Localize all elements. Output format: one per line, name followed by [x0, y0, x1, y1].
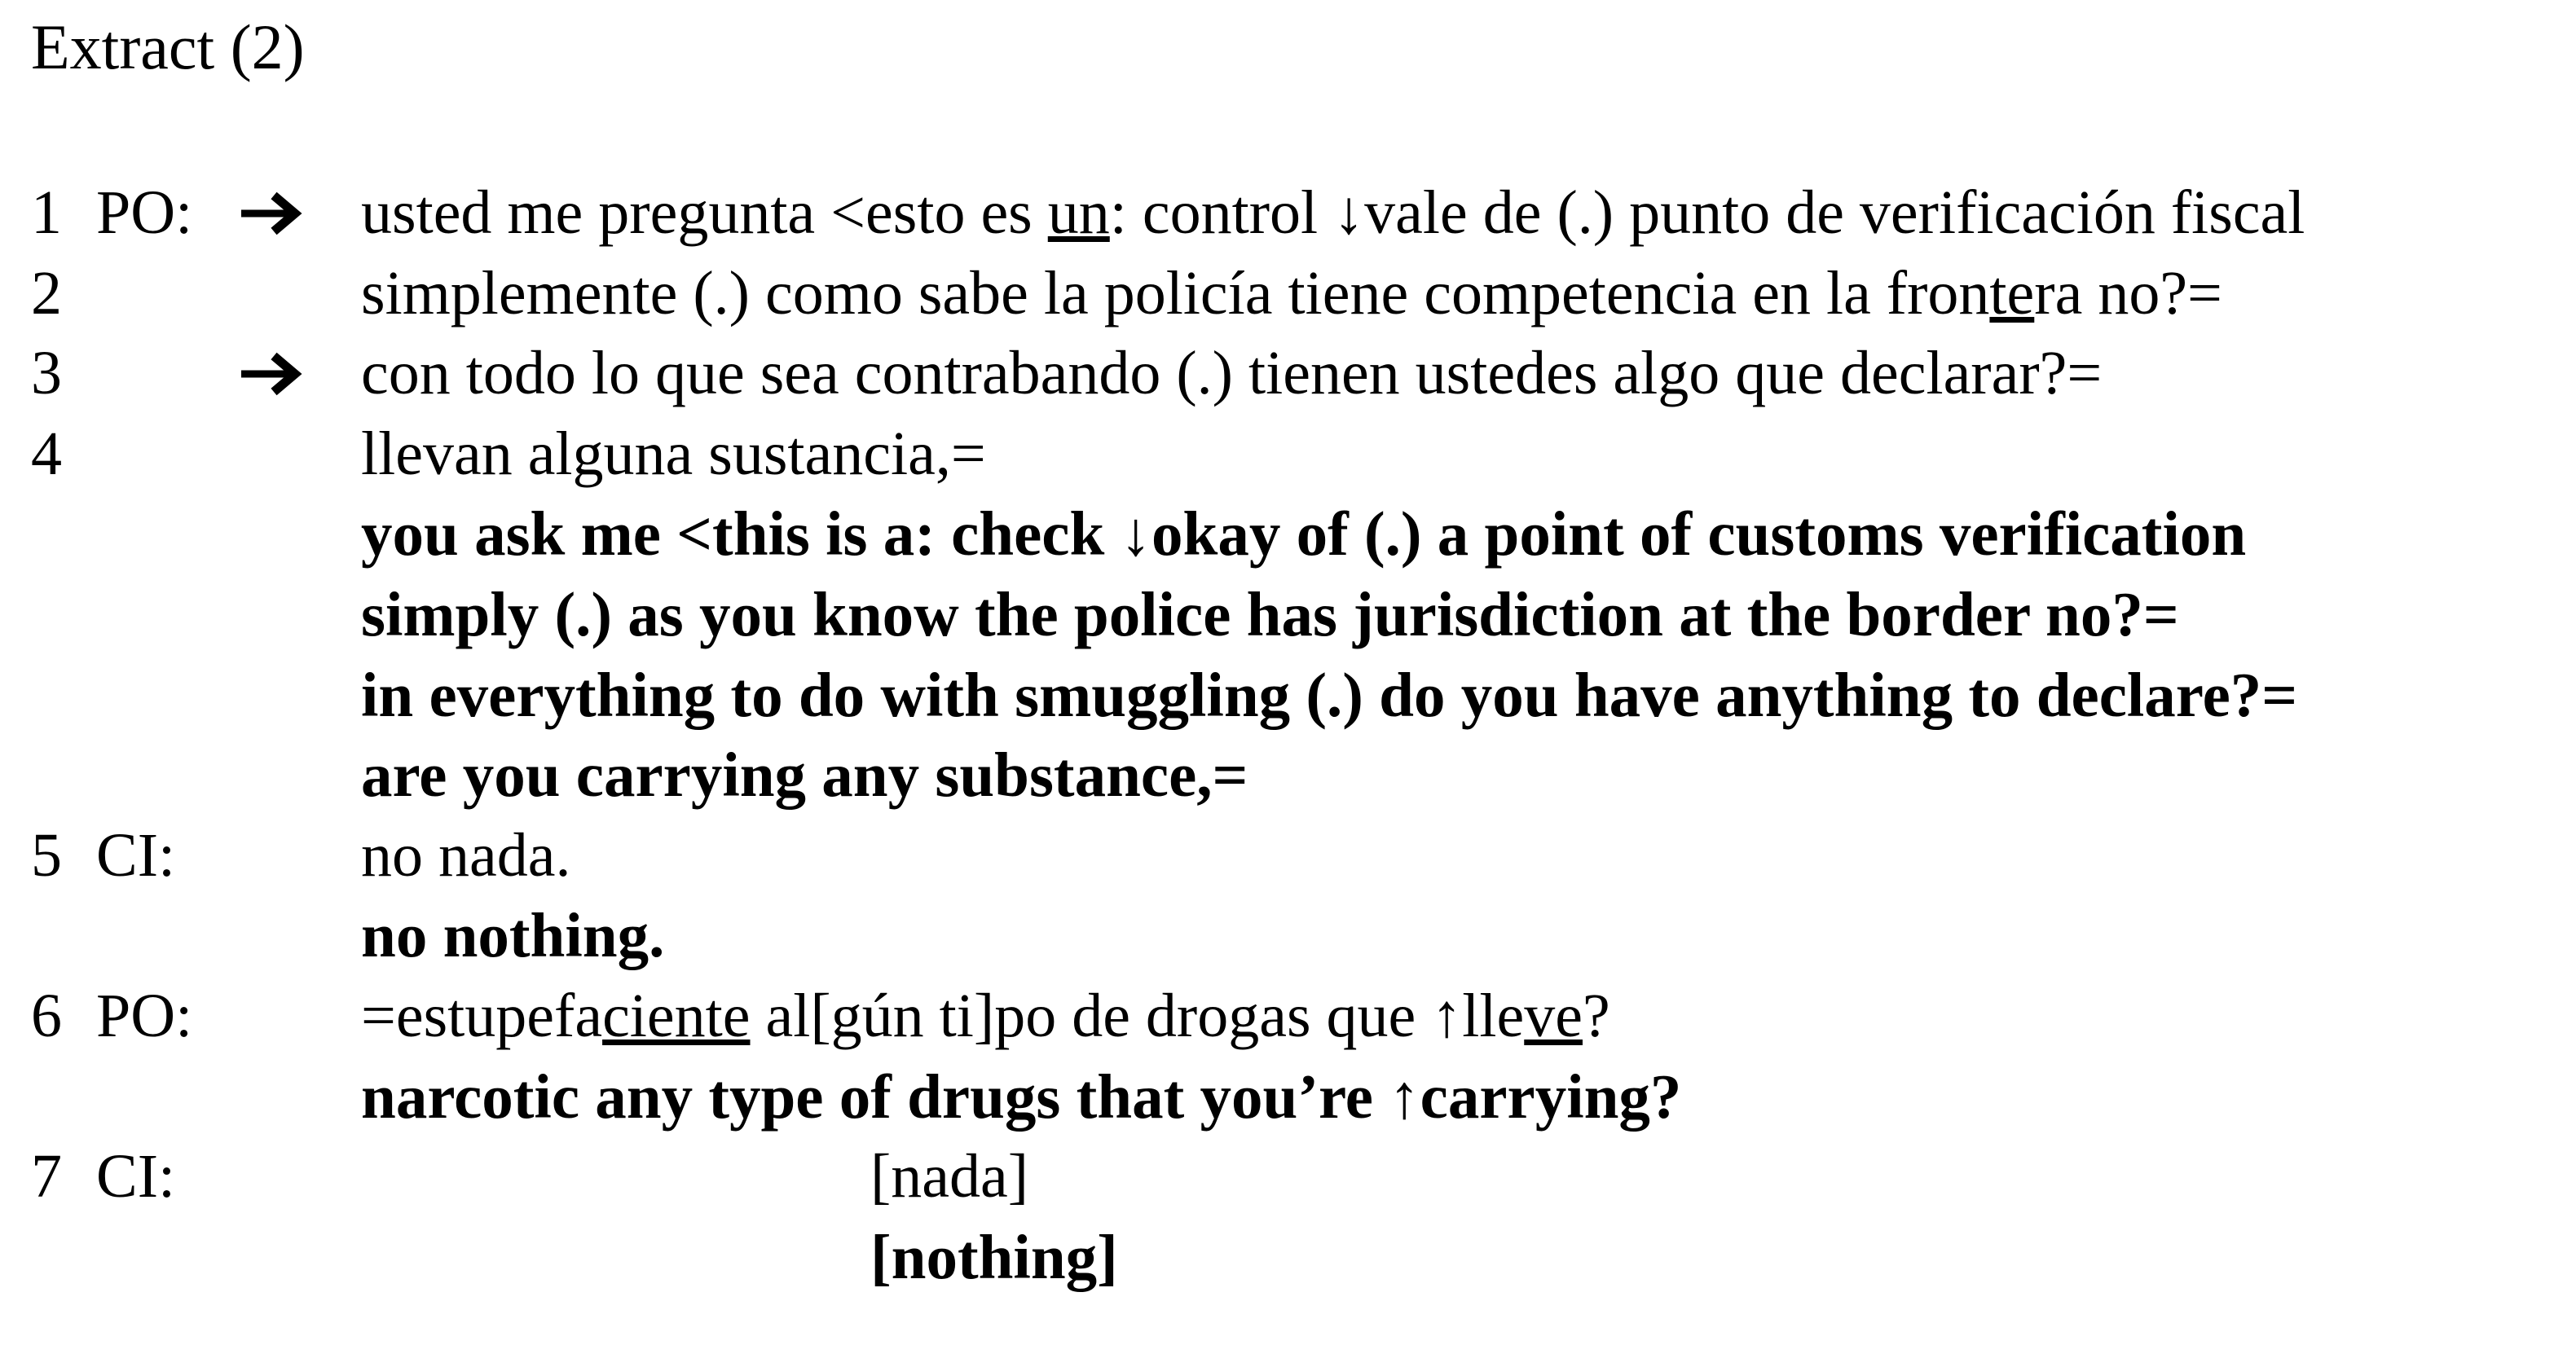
transcript-line — [0, 1057, 2576, 1137]
transcript-line — [0, 333, 2576, 414]
line-number: 6 — [31, 981, 62, 1050]
stressed-segment: te — [1989, 258, 2035, 327]
text-segment: narcotic any type of drugs that you’re ↑carrying? — [361, 1061, 1682, 1132]
transcript-line — [0, 976, 2576, 1057]
line-number: 4 — [31, 419, 62, 488]
text-segment: usted me pregunta <esto es — [361, 178, 1048, 247]
line-number: 3 — [31, 339, 62, 408]
utterance-text — [361, 173, 2305, 253]
arrow-right-icon — [238, 173, 306, 253]
translation-text — [361, 574, 2179, 655]
text-segment: ? — [1582, 981, 1610, 1050]
text-segment: ra no?= — [2034, 258, 2222, 327]
utterance-text — [361, 253, 2222, 334]
text-segment: al[gún ti]po de drogas que ↑lle — [750, 981, 1525, 1050]
translation-text — [870, 1217, 1118, 1298]
transcript-line — [0, 815, 2576, 896]
utterance-text — [361, 815, 570, 896]
stressed-segment: un — [1047, 178, 1110, 247]
arrow-right-icon — [238, 333, 306, 414]
text-segment: [nothing] — [870, 1221, 1118, 1292]
utterance-text — [361, 333, 2102, 414]
translation-text — [361, 494, 2246, 574]
transcript-line — [0, 1217, 2576, 1298]
transcript-line — [0, 735, 2576, 815]
transcript-line — [0, 253, 2576, 334]
speaker-label: CI: — [96, 820, 176, 890]
text-segment: : control ↓vale de (.) punto de verificación fiscal — [1109, 178, 2305, 247]
translation-text — [361, 1057, 1681, 1137]
utterance-text — [361, 976, 1610, 1057]
line-number: 1 — [31, 178, 62, 247]
transcript — [0, 173, 2576, 1297]
text-segment: in everything to do with smuggling (.) do you have anything to declare?= — [361, 659, 2298, 730]
speaker-label: PO: — [96, 178, 193, 247]
text-segment: are you carrying any substance,= — [361, 740, 1248, 811]
speaker-label: CI: — [96, 1142, 176, 1211]
transcript-line — [0, 895, 2576, 976]
text-segment: no nada. — [361, 820, 571, 890]
text-segment: =estupefa — [361, 981, 603, 1050]
speaker-label: PO: — [96, 981, 193, 1050]
translation-text — [361, 735, 1248, 815]
line-number: 7 — [31, 1142, 62, 1211]
transcript-line — [0, 173, 2576, 253]
transcript-line — [0, 1136, 2576, 1217]
utterance-text — [870, 1136, 1028, 1217]
text-segment: no nothing. — [361, 900, 665, 971]
utterance-text — [361, 414, 986, 494]
transcript-line — [0, 494, 2576, 574]
stressed-segment: ciente — [602, 981, 751, 1050]
text-segment: llevan alguna sustancia,= — [361, 419, 986, 488]
stressed-segment: ve — [1524, 981, 1583, 1050]
extract-title: Extract (2) — [31, 11, 305, 82]
text-segment: simplemente (.) como sabe la policía tiene competencia en la fron — [361, 258, 1990, 327]
line-number: 2 — [31, 258, 62, 327]
text-segment: simply (.) as you know the police has jurisdiction at the border no?= — [361, 578, 2179, 649]
text-segment: [nada] — [870, 1142, 1029, 1211]
translation-text — [361, 655, 2297, 736]
transcript-line — [0, 414, 2576, 494]
text-segment: con todo lo que sea contrabando (.) tienen ustedes algo que declarar?= — [361, 339, 2103, 408]
transcript-line — [0, 655, 2576, 736]
transcript-line — [0, 574, 2576, 655]
text-segment: you ask me <this is a: check ↓okay of (.) a point of customs verification — [361, 499, 2247, 569]
line-number: 5 — [31, 820, 62, 890]
translation-text — [361, 895, 664, 976]
